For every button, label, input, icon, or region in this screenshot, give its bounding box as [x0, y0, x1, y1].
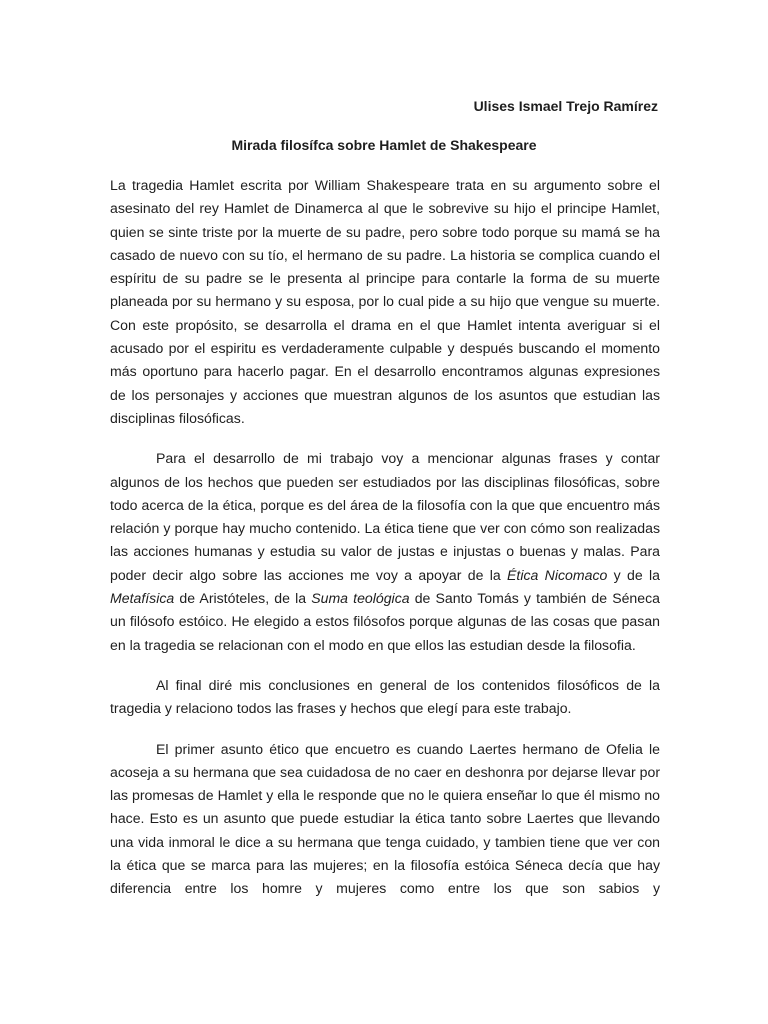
- document-title: Mirada filosífca sobre Hamlet de Shakespeare: [231, 137, 537, 153]
- document-body: [110, 174, 660, 901]
- body-paragraph: [110, 674, 660, 721]
- italic-title-text: Suma teológica: [311, 590, 410, 607]
- paragraph-text: Para el desarrollo de mi trabajo voy a mencionar algunas frases y contar algunos de los hechos que pueden ser estudiados por las disciplinas filosóficas, sobre todo acerca de la ética, porque es del área de la filosofía con la que que encuentro más relación y porque hay mucho contenido. La ética tiene que ver con cómo son realizadas las acciones humanas y estudia su valor de justas e injustas o buenas y malas. Para poder decir algo sobre las acciones me voy a apoyar de la: [110, 450, 660, 583]
- paragraph-text: de Aristóteles, de la: [174, 590, 312, 607]
- paragraph-text: de Santo Tomás y también de Séneca un filósofo estóico. He elegido a estos filósofos porque algunas de las cosas que pasan en la tragedia se relacionan con el modo en que ellos las estudian desde la filosofia.: [110, 590, 660, 653]
- paragraph-text: El primer asunto ético que encuetro es cuando Laertes hermano de Ofelia le acoseja a su hermana que sea cuidadosa de no caer en deshonra por dejarse llevar por las promesas de Hamlet y ella le responde que no le quiera enseñar lo que él mismo no hace. Esto es un asunto que puede estudiar la ética tanto sobre Laertes que llevando una vida inmoral le dice a su hermana que tenga cuidado, y tambien tiene que ver con la ética que se marca para las mujeres; en la filosofía estóica Séneca decía que hay diferencia entre los homre y mujeres como entre los que son sabios y: [110, 740, 661, 897]
- body-paragraph: [110, 738, 660, 901]
- body-paragraph: [110, 174, 660, 430]
- paragraph-text: y de la: [607, 566, 660, 583]
- paragraph-text: La tragedia Hamlet escrita por William Shakespeare trata en su argumento sobre el asesinato del rey Hamlet de Dinamerca al que le sobrevive su hijo el principe Hamlet, quien se sinte triste por la muerte de su padre, pero sobre todo porque su mamá se ha casado de nuevo con su tío, el hermano de su padre. La historia se complica cuando el espíritu de su padre se le presenta al principe para contarle la forma de su muerte planeada por su hermano y su esposa, por lo cual pide a su hijo que vengue su muerte. Con este propósito, se desarrolla el drama en el que Hamlet intenta averiguar si el acusado por el espiritu es verdaderamente culpable y después buscando el momento más oportuno para hacerlo pagar. En el desarrollo encontramos algunas expresiones de los personajes y acciones que muestran algunos de los asuntos que estudian las disciplinas filosóficas.: [110, 177, 660, 426]
- body-paragraph: [110, 447, 660, 657]
- paragraph-text: Al final diré mis conclusiones en general de los contenidos filosóficos de la tragedia y relaciono todos las frases y hechos que elegí para este trabajo.: [110, 676, 660, 717]
- author-name: Ulises Ismael Trejo Ramírez: [473, 98, 658, 114]
- italic-title-text: Ética Nicomaco: [507, 566, 608, 583]
- italic-title-text: Metafísica: [110, 590, 175, 607]
